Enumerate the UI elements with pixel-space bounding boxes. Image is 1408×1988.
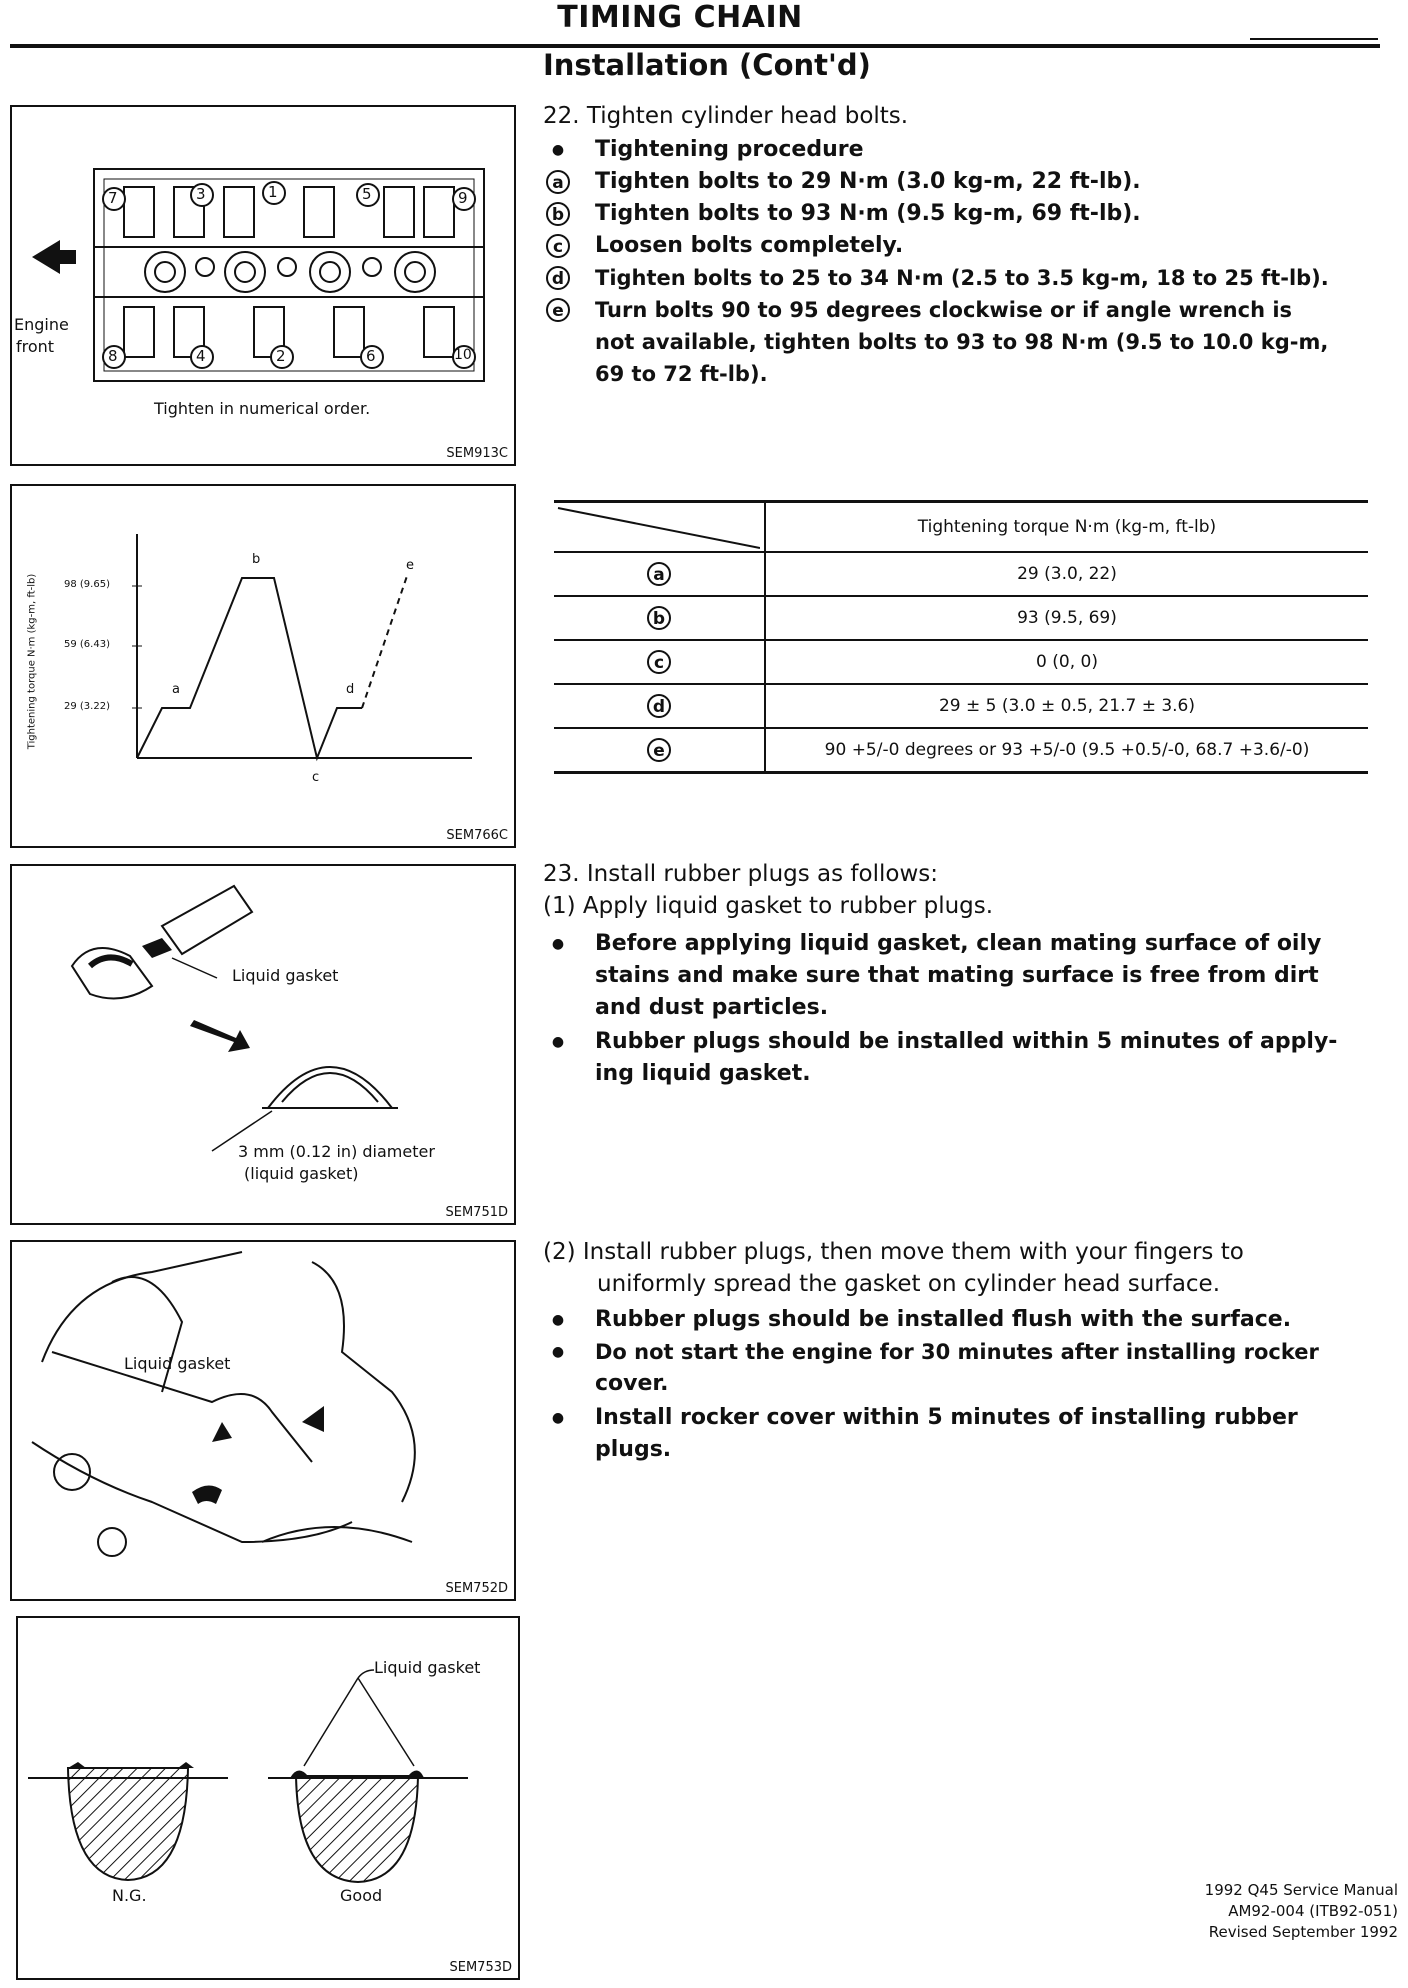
section-title: Installation (Cont'd) [543,48,871,82]
step23-bullet1: ● Before applying liquid gasket, clean mating surface of oily stains and make sure that mating surface is free from dirt and dust particles. [543,928,1383,1028]
page-title: TIMING CHAIN [557,0,803,35]
figure-plug-flush [16,1616,520,1980]
step23-bullet4: ● Do not start the engine for 30 minutes after installing rocker cover. [543,1336,1383,1406]
front-label: front [16,337,55,356]
point-label-e: e [406,558,414,573]
liquid-gasket-label: Liquid gasket [374,1658,481,1677]
table-corner [554,502,765,553]
bolt-number: 5 [362,185,372,203]
step23-sub2-line2: uniformly spread the gasket on cylinder head surface. [597,1271,1221,1297]
torque-table [554,500,1368,774]
table-cell: 93 (9.5, 69) [765,596,1368,640]
table-header: Tightening torque N·m (kg-m, ft-lb) [765,502,1368,553]
point-label-d: d [346,682,355,697]
good-label: Good [340,1886,383,1905]
table-row [554,596,1368,640]
diagonal-line-icon [554,504,760,550]
header-rule-accent [1250,38,1378,40]
circled-d-icon: d [647,694,671,718]
step22-heading: 22. Tighten cylinder head bolts. [543,103,909,129]
bolt-number: 8 [108,347,118,365]
y-tick-label: 59 (6.43) [64,639,110,650]
bolt-number: 2 [276,347,286,365]
circled-b-icon: b [546,202,570,226]
table-row [554,684,1368,728]
point-label-a: a [172,682,180,697]
step22-item-e: e Turn bolts 90 to 95 degrees clockwise or if angle wrench is not available, tighten bolts to 93 to 98 N·m (9.5 to 10.0 kg-m, 69 to 72 ft-lb). [543,294,1383,394]
circled-a-icon: a [647,562,671,586]
bullet-icon: ● [551,1034,565,1050]
arrow-up-icon [302,1406,324,1432]
figure-code: SEM752D [445,1581,508,1596]
bullet-icon: ● [551,1410,565,1426]
figure-code: SEM766C [446,828,508,843]
bolt-number: 10 [454,347,472,363]
table-row [554,552,1368,596]
footer [1130,1880,1398,1943]
footer-line: AM92-004 (ITB92-051) [1228,1902,1398,1920]
circled-a-icon: a [546,170,570,194]
bolt-number: 7 [108,189,118,207]
arrow-curve-icon [192,1485,222,1504]
point-label-b: b [252,552,261,567]
diameter-label: 3 mm (0.12 in) diameter [238,1142,435,1161]
footer-line: Revised September 1992 [1208,1923,1398,1941]
y-tick-label: 98 (9.65) [64,579,110,590]
bullet-icon: ● [551,1344,565,1360]
circled-e-icon: e [647,738,671,762]
arrow-right-icon [190,1020,250,1052]
figure-install-plugs [10,1240,516,1601]
table-cell: 0 (0, 0) [765,640,1368,684]
table-cell: 29 ± 5 (3.0 ± 0.5, 21.7 ± 3.6) [765,684,1368,728]
bolt-number: 3 [196,185,206,203]
circled-e-icon: e [546,298,570,322]
figure-code: SEM913C [446,446,508,461]
step23-sub1: (1) Apply liquid gasket to rubber plugs. [543,893,994,919]
diameter-label-sub: (liquid gasket) [244,1164,359,1183]
point-label-c: c [312,770,320,785]
step23-bullet5: ● Install rocker cover within 5 minutes of installing rubber plugs. [543,1402,1383,1472]
ng-label: N.G. [112,1886,147,1905]
torque-graph [12,486,514,846]
step23-bullet2: ● Rubber plugs should be installed within 5 minutes of apply- ing liquid gasket. [543,1026,1383,1096]
circled-b-icon: b [647,606,671,630]
step23-heading: 23. Install rubber plugs as follows: [543,861,938,887]
circled-c-icon: c [647,650,671,674]
install-plugs-drawing [12,1242,514,1599]
table-cell: 90 +5/-0 degrees or 93 +5/-0 (9.5 +0.5/-0, 68.7 +3.6/-0) [765,728,1368,773]
bolt-number: 4 [196,347,206,365]
engine-label: Engine [14,315,69,334]
step23-sub2-line1: (2) Install rubber plugs, then move them with your fingers to [543,1239,1244,1265]
circled-c-icon: c [546,234,570,258]
figure-caption: Tighten in numerical order. [154,399,371,418]
figure-code: SEM753D [449,1960,512,1975]
bolt-number: 9 [458,189,468,207]
y-tick-label: 29 (3.22) [64,701,110,712]
footer-line: 1992 Q45 Service Manual [1204,1881,1398,1899]
bolt-number: 1 [268,183,278,201]
table-row [554,728,1368,773]
liquid-gasket-label: Liquid gasket [232,966,339,985]
bullet-icon: ● [551,142,565,158]
figure-code: SEM751D [445,1205,508,1220]
bolt-number: 6 [366,347,376,365]
y-axis-label: Tightening torque N·m (kg-m, ft-lb) [26,573,38,750]
arrow-left-icon [32,240,76,274]
circled-d-icon: d [546,266,570,290]
figure-bolt-order [10,105,516,466]
liquid-gasket-label: Liquid gasket [124,1354,231,1373]
figure-torque-graph [10,484,516,848]
table-cell: 29 (3.0, 22) [765,552,1368,596]
bullet-icon: ● [551,936,565,952]
bullet-icon: ● [551,1312,565,1328]
table-row [554,640,1368,684]
figure-apply-gasket [10,864,516,1225]
